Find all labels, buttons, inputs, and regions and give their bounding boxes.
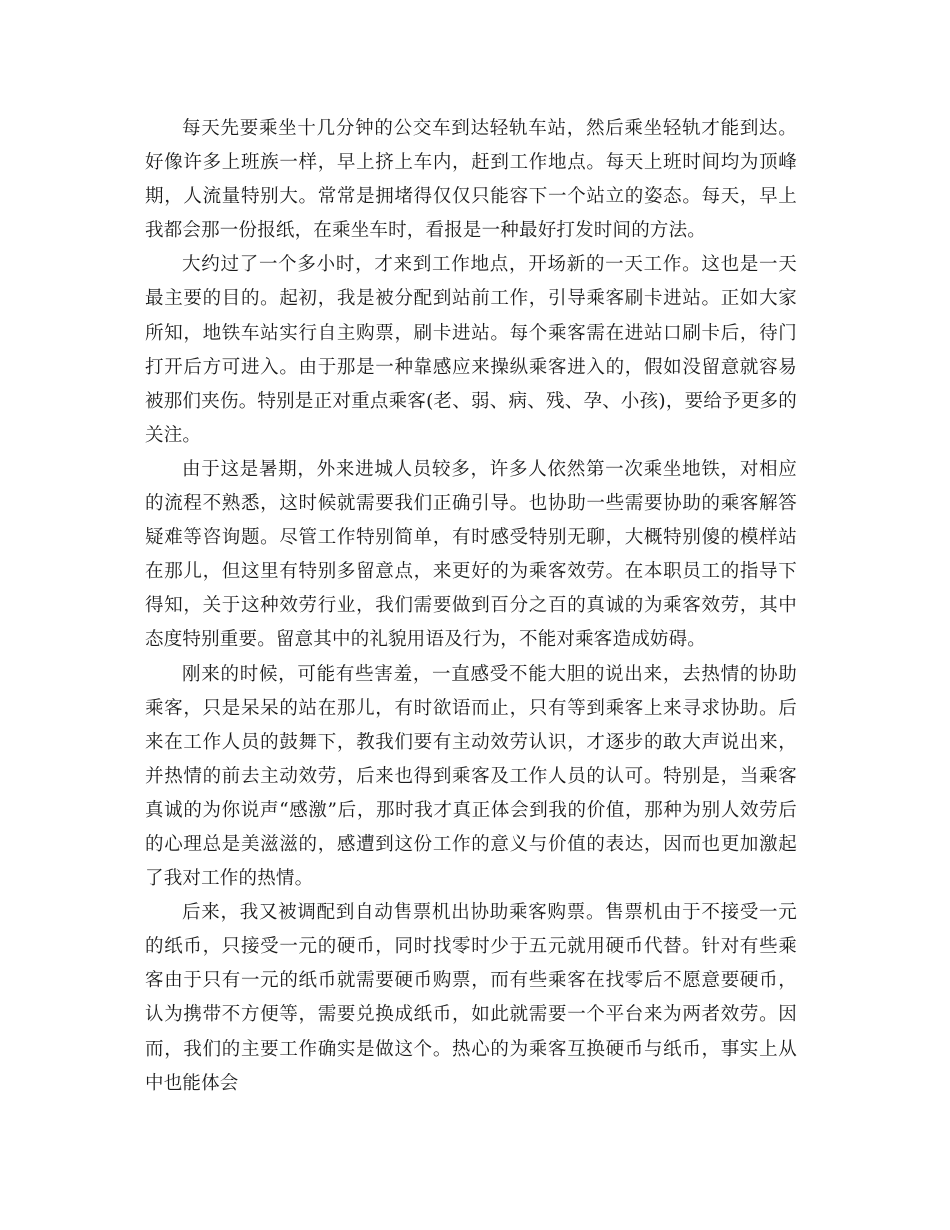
paragraph-guidance: 由于这是暑期，外来进城人员较多，许多人依然第一次乘坐地铁，对相应的流程不熟悉，这时候就需要我们正确引导。也协助一些需要协助的乘客解答疑难等咨询题。尽管工作特别简单，有时感受特别无聊，大概特别傻的模样站在那儿，但这里有特别多留意点，来更好的为乘客效劳。在本职员工的指导下得知，关于这种效劳行业，我们需要做到百分之百的真诚的为乘客效劳，其中态度特别重要。留意其中的礼貌用语及行为，不能对乘客造成妨碍。	[145, 458, 797, 651]
document-body	[145, 112, 797, 1101]
paragraph-initiative: 刚来的时候，可能有些害羞，一直感受不能大胆的说出来，去热情的协助乘客，只是呆呆的站在那儿，有时欲语而止，只有等到乘客上来寻求协助。后来在工作人员的鼓舞下，教我们要有主动效劳认识，才逐步的敢大声说出来，并热情的前去主动效劳，后来也得到乘客及工作人员的认可。特别是，当乘客真诚的为你说声“感激”后，那时我才真正体会到我的价值，那种为别人效劳后的心理总是美滋滋的，感遭到这份工作的意义与价值的表达，因而也更加激起了我对工作的热情。	[145, 663, 797, 890]
paragraph-commute: 每天先要乘坐十几分钟的公交车到达轻轨车站，然后乘坐轻轨才能到达。好像许多上班族一样，早上挤上车内，赶到工作地点。每天上班时间均为顶峰期，人流量特别大。常常是拥堵得仅仅只能容下一个站立的姿态。每天，早上我都会那一份报纸，在乘坐车时，看报是一种最好打发时间的方法。	[145, 118, 797, 242]
paragraph-ticket-machine: 后来，我又被调配到自动售票机出协助乘客购票。售票机由于不接受一元的纸币，只接受一元的硬币，同时找零时少于五元就用硬币代替。针对有些乘客由于只有一元的纸币就需要硬币购票，而有些乘客在找零后不愿意要硬币，认为携带不方便等，需要兑换成纸币，如此就需要一个平台来为两者效劳。因而，我们的主要工作确实是做这个。热心的为乘客互换硬币与纸币，事实上从中也能体会	[145, 902, 797, 1094]
paragraph-gate-duty: 大约过了一个多小时，才来到工作地点，开场新的一天工作。这也是一天最主要的目的。起初，我是被分配到站前工作，引导乘客刷卡进站。正如大家所知，地铁车站实行自主购票，刷卡进站。每个乘客需在进站口刷卡后，待门打开后方可进入。由于那是一种靠感应来操纵乘客进入的，假如没留意就容易被那们夹伤。特别是正对重点乘客(老、弱、病、残、孕、小孩)，要给予更多的关注。	[145, 254, 797, 446]
